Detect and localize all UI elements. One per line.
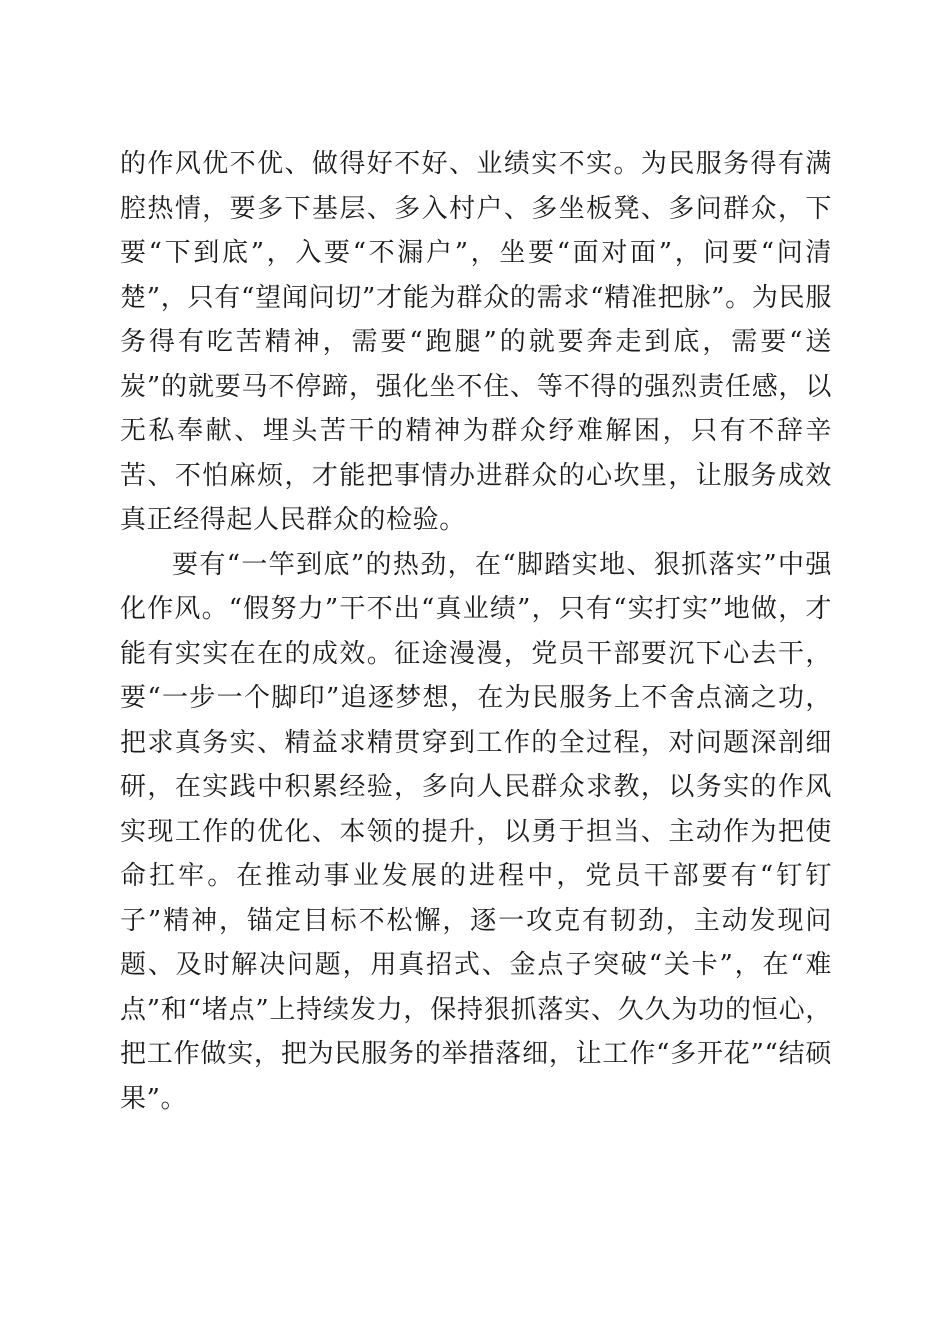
paragraph-indented: 要有“一竿到底”的热劲，在“脚踏实地、狠抓落实”中强化作风。“假努力”干不出“真业绩”，只有“实打实”地做，才能有实实在在的成效。征途漫漫，党员干部要沉下心去干，要“一步一个脚印”追逐梦想，在为民服务上不舍点滴之功，把求真务实、精益求精贯穿到工作的全过程，对问题深剖细研，在实践中积累经验，多向人民群众求教，以务实的作风实现工作的优化、本领的提升，以勇于担当、主动作为把使命扛牢。在推动事业发展的进程中，党员干部要有“钉钉子”精神，锚定目标不松懈，逐一攻克有韧劲，主动发现问题、及时解决问题，用真招式、金点子突破“关卡”，在“难点”和“堵点”上持续发力，保持狠抓落实、久久为功的恒心，把工作做实，把为民服务的举措落细，让工作“多开花”“结硕果”。 — [120, 549, 832, 1114]
paragraph-continued: 的作风优不优、做得好不好、业绩实不实。为民服务得有满腔热情，要多下基层、多入村户、多坐板凳、多问群众，下要“下到底”，入要“不漏户”，坐要“面对面”，问要“问清楚”，只有“望闻问切”才能为群众的需求“精准把脉”。为民服务得有吃苦精神，需要“跑腿”的就要奔走到底，需要“送炭”的就要马不停蹄，强化坐不住、等不得的强烈责任感，以无私奉献、埋头苦干的精神为群众纾难解困，只有不辞辛苦、不怕麻烦，才能把事情办进群众的心坎里，让服务成效真正经得起人民群众的检验。 — [120, 149, 832, 535]
document-body — [120, 142, 832, 1121]
